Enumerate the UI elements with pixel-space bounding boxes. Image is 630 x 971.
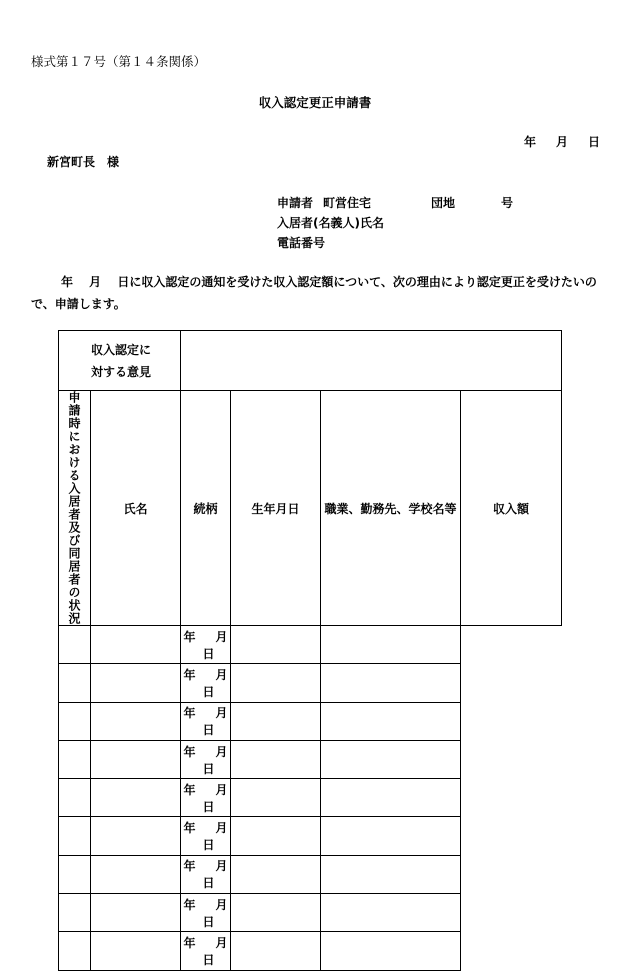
- unit-number-label: 号: [501, 196, 514, 210]
- occupation-cell[interactable]: [231, 702, 321, 740]
- income-cell[interactable]: [321, 702, 461, 740]
- relation-cell[interactable]: [91, 626, 181, 664]
- name-cell[interactable]: [59, 894, 91, 932]
- relation-cell[interactable]: [91, 932, 181, 970]
- birthdate-cell[interactable]: [181, 894, 231, 932]
- relation-cell[interactable]: [91, 664, 181, 702]
- name-cell[interactable]: [59, 664, 91, 702]
- birthdate-cell[interactable]: [181, 740, 231, 778]
- birth-day-label: 日: [202, 838, 215, 853]
- birthdate-cell[interactable]: [181, 702, 231, 740]
- table-row: [59, 817, 562, 855]
- birth-year-label: 年: [183, 706, 196, 721]
- birthdate-cell[interactable]: [181, 932, 231, 970]
- housing-label: 町営住宅: [323, 196, 372, 210]
- birth-month-label: 月: [215, 821, 228, 836]
- opinion-label: [59, 331, 181, 391]
- request-statement: 年 月 日に収入認定の通知を受けた収入認定額について、次の理由により認定更正を受けたいので、申請します。: [31, 275, 597, 311]
- birthdate-cell[interactable]: [181, 817, 231, 855]
- applicant-housing-row[interactable]: [277, 194, 513, 211]
- name-cell[interactable]: [59, 779, 91, 817]
- birth-year-label: 年: [183, 821, 196, 836]
- birth-day-label: 日: [202, 953, 215, 968]
- phone-row[interactable]: [277, 234, 325, 251]
- name-cell[interactable]: [59, 626, 91, 664]
- submission-date[interactable]: [524, 133, 600, 150]
- birth-day-label: 日: [202, 914, 215, 929]
- birth-year-label: 年: [183, 897, 196, 912]
- name-cell[interactable]: [59, 817, 91, 855]
- form-number: 様式第１７号（第１４条関係）: [31, 54, 207, 69]
- occupation-cell[interactable]: [231, 817, 321, 855]
- birth-day-label: 日: [202, 646, 215, 661]
- birth-day-label: 日: [202, 684, 215, 699]
- occupation-cell[interactable]: [231, 932, 321, 970]
- birth-month-label: 月: [215, 706, 228, 721]
- name-cell[interactable]: [59, 855, 91, 893]
- relation-cell[interactable]: [91, 894, 181, 932]
- birthdate-cell[interactable]: [181, 626, 231, 664]
- birth-year-label: 年: [183, 782, 196, 797]
- birth-day-label: 日: [202, 799, 215, 814]
- birth-year-label: 年: [183, 859, 196, 874]
- birth-year-label: 年: [183, 667, 196, 682]
- occupation-cell[interactable]: [231, 740, 321, 778]
- birth-month-label: 月: [215, 667, 228, 682]
- phone-label: 電話番号: [277, 236, 326, 250]
- table-row: [59, 702, 562, 740]
- occupation-cell[interactable]: [231, 894, 321, 932]
- birth-year-label: 年: [183, 629, 196, 644]
- birth-month-label: 月: [215, 936, 228, 951]
- income-cell[interactable]: [321, 740, 461, 778]
- date-month-label: 月: [555, 135, 568, 149]
- relation-cell[interactable]: [91, 779, 181, 817]
- birth-month-label: 月: [215, 629, 228, 644]
- opinion-label-line2: 対する意見: [91, 364, 152, 379]
- resident-name-label: 入居者(名義人)氏名: [277, 216, 384, 230]
- name-cell[interactable]: [59, 932, 91, 970]
- table-row: [59, 855, 562, 893]
- table-row: [59, 932, 562, 970]
- birth-day-label: 日: [202, 761, 215, 776]
- birthdate-cell[interactable]: [181, 779, 231, 817]
- relation-cell[interactable]: [91, 702, 181, 740]
- opinion-label-line1: 収入認定に: [91, 342, 152, 357]
- relation-cell[interactable]: [91, 855, 181, 893]
- side-label-cell: [59, 391, 91, 626]
- occupation-cell[interactable]: [231, 664, 321, 702]
- header-birthdate: 生年月日: [231, 391, 321, 626]
- income-cell[interactable]: [321, 664, 461, 702]
- name-cell[interactable]: [59, 702, 91, 740]
- name-cell[interactable]: [59, 740, 91, 778]
- birth-month-label: 月: [215, 897, 228, 912]
- birth-day-label: 日: [202, 876, 215, 891]
- table-row: [59, 779, 562, 817]
- birth-day-label: 日: [202, 723, 215, 738]
- income-cell[interactable]: [321, 779, 461, 817]
- income-cell[interactable]: [321, 855, 461, 893]
- header-income: 収入額: [461, 391, 562, 626]
- opinion-field[interactable]: [181, 331, 562, 391]
- addressee: 新宮町長 様: [47, 155, 120, 169]
- birth-year-label: 年: [183, 936, 196, 951]
- estate-label: 団地: [431, 196, 456, 210]
- applicant-label: 申請者: [277, 196, 314, 210]
- relation-cell[interactable]: [91, 740, 181, 778]
- date-year-label: 年: [523, 135, 536, 149]
- resident-name-row[interactable]: [277, 214, 384, 231]
- income-cell[interactable]: [321, 894, 461, 932]
- birthdate-cell[interactable]: [181, 664, 231, 702]
- birth-month-label: 月: [215, 859, 228, 874]
- occupation-cell[interactable]: [231, 779, 321, 817]
- income-cell[interactable]: [321, 932, 461, 970]
- side-label: 申請時における入居者及び同居者の状況: [67, 391, 81, 625]
- table-row: [59, 626, 562, 664]
- table-row: [59, 664, 562, 702]
- header-relation: 続柄: [181, 391, 231, 626]
- income-cell[interactable]: [321, 817, 461, 855]
- table-row: [59, 894, 562, 932]
- birth-year-label: 年: [183, 744, 196, 759]
- header-name: 氏名: [91, 391, 181, 626]
- header-occupation: 職業、勤務先、学校名等: [321, 391, 461, 626]
- occupation-cell[interactable]: [231, 626, 321, 664]
- occupation-cell[interactable]: [231, 855, 321, 893]
- birthdate-cell[interactable]: [181, 855, 231, 893]
- birth-month-label: 月: [215, 744, 228, 759]
- date-day-label: 日: [587, 135, 600, 149]
- household-status-table: [58, 330, 562, 971]
- income-cell[interactable]: [321, 626, 461, 664]
- document-title: 収入認定更正申請書: [258, 95, 372, 110]
- relation-cell[interactable]: [91, 817, 181, 855]
- table-row: [59, 740, 562, 778]
- birth-month-label: 月: [215, 782, 228, 797]
